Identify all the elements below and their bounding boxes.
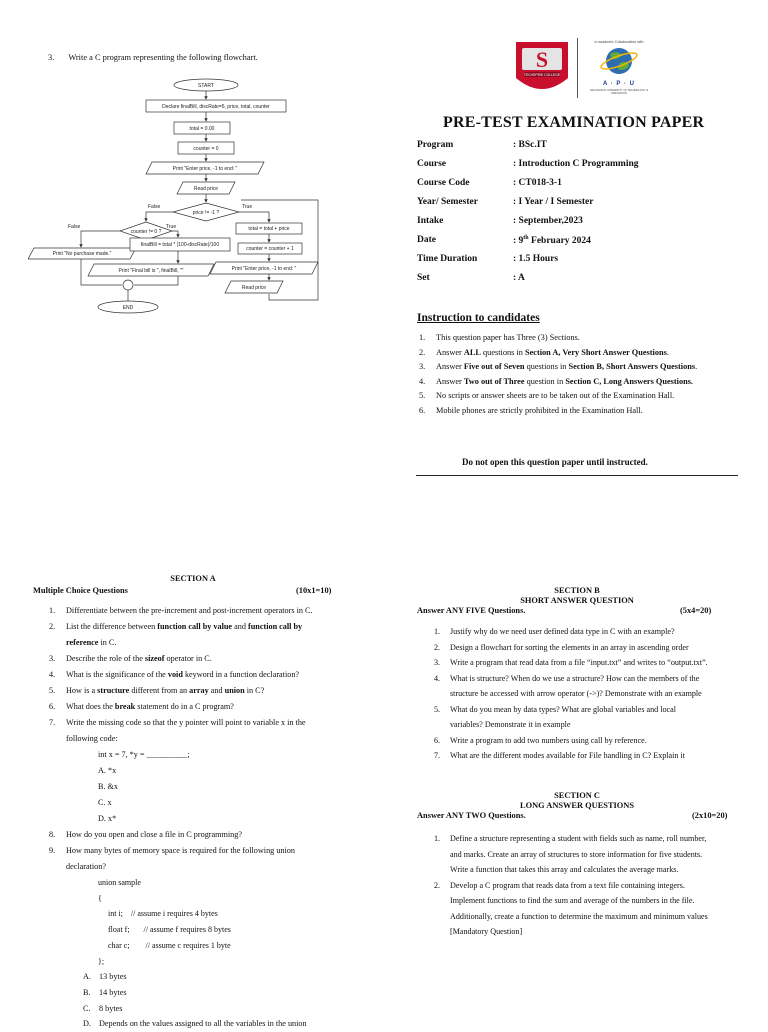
question-3 — [48, 53, 258, 64]
flowchart-total-add-label: total = total + price — [248, 226, 290, 232]
question-number: 2. — [49, 622, 56, 631]
text-run: statement do in a C program? — [135, 702, 234, 711]
instruction-item — [419, 333, 749, 343]
question-number: 7. — [434, 751, 441, 760]
question-line: What is structure? When do we use a structure? How can the members of the — [450, 673, 700, 683]
text-run: List the difference between — [66, 622, 158, 631]
question-line: Write a program that read data from a file “input.txt” and writes to “output.txt”. — [450, 658, 708, 667]
section-a-questions — [33, 603, 363, 1032]
question-line: Justify why do we need user defined data type in C with an example? — [450, 627, 675, 636]
text-run: keyword in a function declaration? — [182, 670, 300, 679]
question-number: 5. — [434, 704, 441, 714]
info-intake: Intake : September,2023 — [417, 216, 583, 226]
flowchart-false-label-2: False — [68, 224, 81, 230]
page-title: PRE-TEST EXAMINATION PAPER — [443, 114, 705, 131]
instruction-item — [419, 362, 749, 372]
flowchart-cond-price-label: price != -1 ? — [192, 210, 220, 216]
q9-code-line: }; — [98, 956, 105, 966]
text-run: Write the missing code so that the y pointer will point to variable x in the — [66, 718, 306, 727]
q9-option-letter: D. — [83, 1019, 91, 1029]
question-item — [33, 715, 363, 747]
question-item — [420, 748, 740, 764]
section-a-heading: Multiple Choice Questions — [33, 586, 128, 595]
question-number: 2. — [434, 642, 441, 652]
question-line — [66, 699, 363, 715]
flowchart-cond-counter-label: counter != 0 ? — [130, 229, 162, 235]
flowchart-read-price-2-label: Read price — [241, 285, 267, 291]
q7-option: B. &x — [98, 782, 119, 791]
text-run: union — [224, 686, 245, 695]
info-set: Set : A — [417, 273, 525, 283]
question-line: and marks. Create an array of structures to store information for five students. — [450, 849, 703, 859]
question-number: 1. — [434, 834, 441, 843]
logo-divider — [577, 38, 578, 98]
question-item — [420, 831, 740, 878]
q9-option-text: 14 bytes — [99, 987, 127, 997]
globe-icon — [588, 44, 650, 78]
question-line — [66, 731, 363, 747]
info-date: Date : 9th February 2024 — [417, 235, 591, 247]
instruction-number: 1. — [419, 333, 426, 342]
q9-code-line: char c; // assume c requires 1 byte — [108, 940, 231, 950]
q9-option-text: Depends on the values assigned to all the variables in the union — [99, 1019, 307, 1029]
flowchart-print-no-purchase-label: Print "No purchase made." — [52, 251, 112, 257]
instruction-number: 6. — [419, 405, 426, 415]
instruction-item — [419, 391, 749, 401]
q9-option-letter: B. — [83, 987, 91, 997]
instruction-number: 2. — [419, 347, 426, 357]
text-run: Two out of Three — [463, 376, 525, 386]
section-c-title: SECTION C — [554, 791, 600, 800]
flowchart-true-label-2: True — [166, 224, 177, 230]
text-run: void — [167, 670, 183, 679]
question-number: 3. — [48, 53, 55, 62]
text-run: Section C, Long Answers Questions. — [565, 376, 694, 386]
question-line — [66, 683, 363, 699]
text-run: in C. — [98, 638, 117, 647]
flowchart-total-init-label: total = 0.00 — [189, 126, 215, 132]
text-run: ALL — [463, 347, 481, 357]
text-run: and — [208, 686, 225, 695]
question-line — [66, 827, 363, 843]
info-course: Course : Introduction C Programming — [417, 159, 639, 169]
text-run: . — [695, 362, 698, 372]
section-b-marks: (5x4=20) — [680, 606, 712, 615]
flowchart-print-final-label: Print "Final bill is ", finalBill, "" — [118, 268, 184, 274]
question-number: 6. — [49, 702, 56, 711]
section-a-marks: (10x1=10) — [296, 586, 332, 595]
text-run: What is the significance of the — [66, 670, 168, 679]
question-text: Write a C program representing the following flowchart. — [68, 53, 258, 62]
section-c-subtitle: LONG ANSWER QUESTIONS — [519, 801, 635, 810]
question-number: 2. — [434, 880, 441, 890]
text-run: sizeof — [144, 654, 165, 663]
flowchart-counter-inc-label: counter = counter + 1 — [246, 246, 294, 252]
apu-letters: A · P · U — [602, 81, 635, 88]
instruction-item — [419, 406, 749, 416]
q7-code: int x = 7, *y = __________; — [98, 750, 190, 759]
question-line: [Mandatory Question] — [450, 927, 523, 936]
apu-subtitle: ASIA PACIFIC UNIVERSITY OF TECHNOLOGY & INNOVATION — [589, 88, 649, 95]
text-run: declaration? — [66, 862, 107, 871]
question-line — [66, 859, 363, 875]
question-number: 7. — [49, 718, 56, 727]
apu-logo — [588, 40, 650, 100]
question-line: Develop a C program that reads data from a text file containing integers. — [450, 880, 685, 890]
question-line — [66, 603, 363, 619]
question-line: structure be accessed with arrow operator (->)? Demonstrate with an example — [450, 689, 702, 698]
flowchart-print-enter-2-label: Print "Enter price, -1 to end: " — [231, 266, 297, 272]
text-run: Differentiate between the pre-increment and post-increment operators in C. — [66, 606, 313, 615]
question-line: Write a program to add two numbers using call by reference. — [450, 735, 647, 745]
text-run: break — [114, 702, 136, 711]
text-run: Section A, Very Short Answer Questions — [524, 347, 667, 357]
text-run: Answer — [436, 347, 464, 357]
question-line: Design a flowchart for sorting the elements in an array in ascending order — [450, 642, 689, 652]
question-line: Additionally, create a function to determine the maximum and minimum values — [450, 911, 708, 921]
question-number: 6. — [434, 735, 441, 745]
flowchart-true-label: True — [242, 204, 253, 210]
q9-option — [33, 1016, 363, 1032]
question-line: What do you mean by data types? What are global variables and local — [450, 704, 676, 714]
apu-caption: In academic Collaboration with — [594, 40, 644, 44]
instruction-item — [419, 377, 749, 387]
question-number: 9. — [49, 846, 56, 855]
q9-code-line: int i; // assume i requires 4 bytes — [108, 909, 218, 919]
question-item — [33, 827, 363, 843]
question-line: Define a structure representing a student with fields such as name, roll number, — [450, 834, 707, 843]
q9-option-text: 8 bytes — [99, 1003, 123, 1013]
text-run: in C? — [244, 686, 265, 695]
text-run: operator in C. — [164, 654, 212, 663]
question-item — [420, 733, 740, 749]
text-run: Section B, Short Answers Questions — [568, 362, 696, 372]
instructions-list — [419, 333, 749, 420]
text-run: questions in — [480, 347, 525, 357]
text-run: Mobile phones are strictly prohibited in the Examination Hall. — [436, 405, 643, 415]
q9-option — [33, 1001, 363, 1017]
text-run: How many bytes of memory space is required for the following union — [66, 846, 295, 855]
instruction-number: 3. — [419, 362, 426, 372]
flowchart-final-bill-label: finalBill = total * (100-discRate)/100 — [140, 242, 220, 248]
question-line — [66, 635, 363, 651]
text-run: Five out of Seven — [463, 362, 525, 372]
question-number: 4. — [434, 673, 441, 683]
flowchart-start-label: START — [198, 83, 214, 89]
flowchart-declare-label: Declare finalBill, discRate=5, price, total, counter — [162, 104, 270, 110]
text-run: structure — [97, 686, 130, 695]
question-line: Implement functions to find the sum and average of the numbers in the file. — [450, 896, 695, 905]
question-number: 3. — [434, 658, 441, 667]
text-run: reference — [66, 638, 99, 647]
question-item — [420, 671, 740, 702]
question-item — [33, 683, 363, 699]
text-run: This question paper has Three (3) Sections. — [436, 333, 580, 342]
instruction-number: 5. — [419, 391, 426, 401]
section-c-marks: (2x10=20) — [692, 811, 728, 820]
flowchart — [28, 74, 350, 319]
question-line — [66, 619, 363, 635]
question-item — [33, 619, 363, 651]
question-item — [420, 640, 740, 656]
section-b-questions — [420, 624, 740, 764]
info-year-semester: Year/ Semester : I Year / I Semester — [417, 197, 594, 207]
question-line — [66, 843, 363, 859]
question-item — [33, 651, 363, 667]
section-a-title: SECTION A — [170, 574, 216, 583]
q9-option — [33, 969, 363, 985]
q9-option — [33, 985, 363, 1001]
text-run: array — [189, 686, 209, 695]
text-run: What does the — [66, 702, 115, 711]
question-item — [420, 655, 740, 671]
section-c-questions — [420, 831, 740, 940]
question-line — [66, 651, 363, 667]
flowchart-print-enter-label: Print "Enter price, -1 to end: " — [172, 166, 238, 172]
section-b-title: SECTION B — [554, 586, 600, 595]
question-number: 8. — [49, 830, 56, 839]
q7-option: D. x* — [98, 814, 117, 823]
text-run: No scripts or answer sheets are to be taken out of the Examination Hall. — [436, 391, 675, 401]
flowchart-counter-init-label: counter = 0 — [193, 146, 219, 152]
text-run: Answer — [436, 362, 464, 372]
text-run: . — [666, 347, 669, 357]
question-item — [420, 878, 740, 940]
question-number: 3. — [49, 654, 56, 663]
q9-option-text: 13 bytes — [99, 972, 127, 982]
q9-option-letter: C. — [83, 1003, 91, 1013]
question-line: What are the different modes available for File handling in C? Explain it — [450, 751, 685, 760]
question-number: 4. — [49, 670, 56, 679]
section-b-subtitle: SHORT ANSWER QUESTION — [520, 596, 634, 605]
section-b-heading: Answer ANY FIVE Questions. — [417, 606, 526, 615]
notice-divider — [416, 475, 738, 476]
question-number: 1. — [49, 606, 56, 615]
question-line: variables? Demonstrate it in example — [450, 720, 571, 729]
q9-code-line: union sample — [98, 878, 141, 887]
notice-text: Do not open this question paper until instructed. — [462, 457, 648, 467]
question-item — [33, 843, 363, 875]
question-number: 5. — [49, 686, 56, 695]
q9-code-line: float f; // assume f requires 8 bytes — [108, 925, 231, 935]
question-item — [33, 667, 363, 683]
text-run: How is a — [66, 686, 98, 695]
question-number: 1. — [434, 627, 441, 636]
info-course-code: Course Code : CT018-3-1 — [417, 178, 562, 188]
svg-text:TECHSPIRE COLLEGE: TECHSPIRE COLLEGE — [523, 73, 561, 77]
text-run: Describe the role of the — [66, 654, 145, 663]
text-run: function call by value — [157, 622, 233, 631]
text-run: question in — [524, 376, 566, 386]
text-run: different from an — [129, 686, 190, 695]
q7-option: A. *x — [98, 766, 117, 775]
exam-info — [417, 140, 737, 290]
q9-option-letter: A. — [83, 972, 91, 982]
text-run: How do you open and close a file in C programming? — [66, 830, 242, 839]
question-line: Write a function that takes this array and calculates the average marks. — [450, 865, 679, 874]
question-line — [66, 715, 363, 731]
text-run: following code: — [66, 734, 118, 743]
section-c-heading: Answer ANY TWO Questions. — [417, 811, 526, 820]
flowchart-read-price-label: Read price — [193, 186, 219, 192]
instruction-item — [419, 348, 749, 358]
flowchart-connector — [123, 280, 133, 290]
question-item — [33, 603, 363, 619]
text-run: function call by — [248, 622, 303, 631]
question-item — [33, 699, 363, 715]
text-run: questions in — [524, 362, 569, 372]
text-run: Answer — [436, 376, 464, 386]
svg-text:S: S — [535, 47, 549, 72]
question-item — [420, 624, 740, 640]
instructions-title: Instruction to candidates — [417, 312, 540, 324]
flowchart-end-label: END — [122, 305, 134, 311]
instruction-number: 4. — [419, 376, 426, 386]
flowchart-false-label: False — [148, 204, 161, 210]
info-time-duration: Time Duration : 1.5 Hours — [417, 254, 559, 264]
text-run: and — [232, 622, 248, 631]
q9-code-line: { — [98, 893, 102, 903]
info-program: Program : BSc.IT — [417, 140, 547, 150]
techspire-logo — [512, 38, 572, 100]
question-line — [66, 667, 363, 683]
q7-option: C. x — [98, 798, 112, 807]
question-item — [420, 702, 740, 733]
